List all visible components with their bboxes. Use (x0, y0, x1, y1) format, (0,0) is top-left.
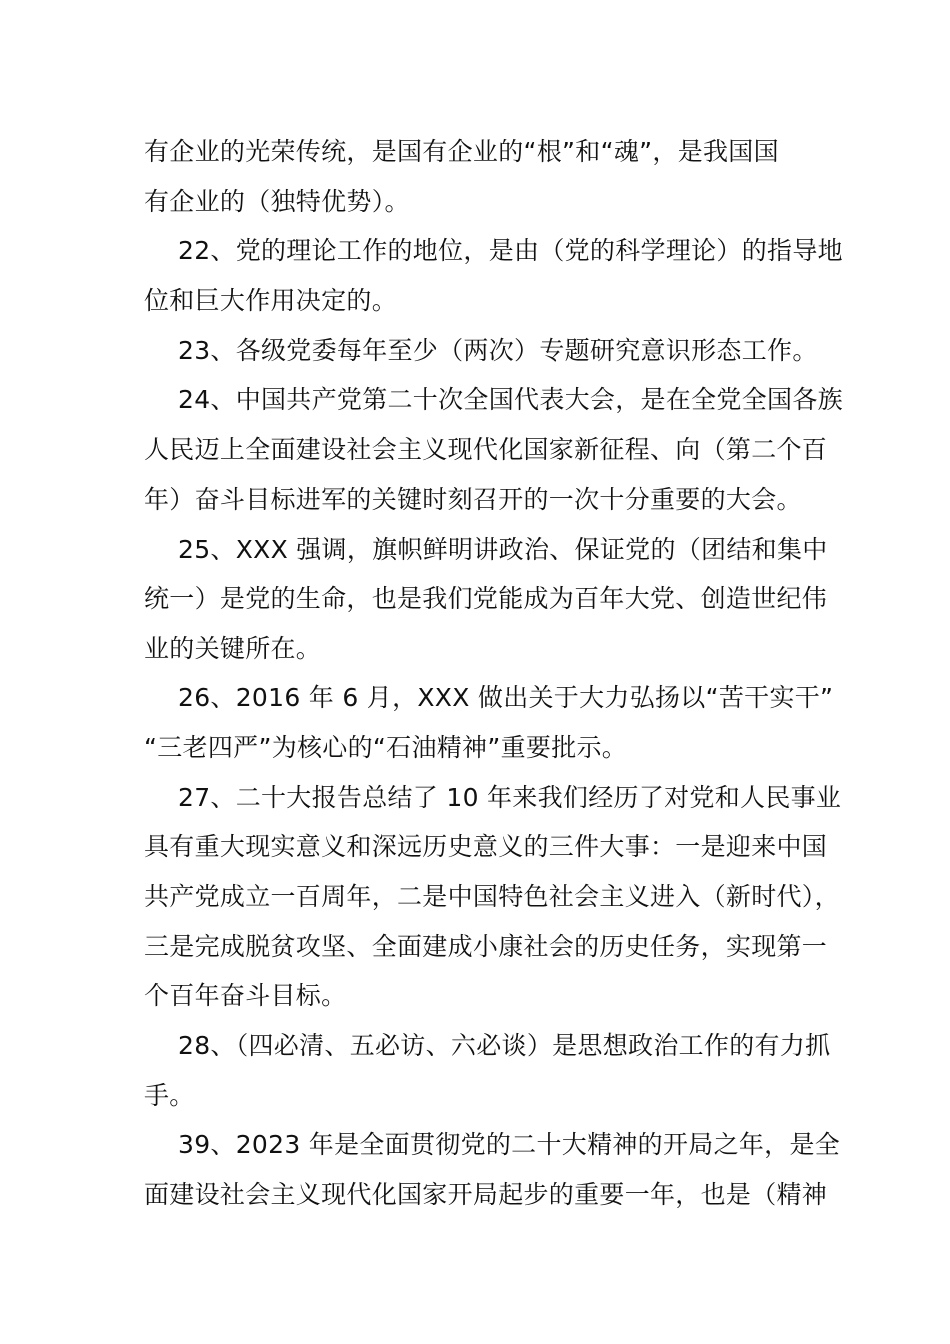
text-line-item-25: 25、XXX 强调，旗帜鲜明讲政治、保证党的（团结和集中 (178, 535, 828, 564)
text-line: 业的关键所在。 (144, 634, 322, 663)
text-line-item-24: 24、中国共产党第二十次全国代表大会，是在全党全国各族 (178, 385, 843, 414)
text-line-item-39: 39、2023 年是全面贯彻党的二十大精神的开局之年，是全 (178, 1130, 841, 1159)
text-line: “三老四严”为核心的“石油精神”重要批示。 (144, 733, 628, 762)
text-line: 有企业的光荣传统，是国有企业的“根”和“魂”，是我国国 (144, 137, 779, 166)
text-line: 三是完成脱贫攻坚、全面建成小康社会的历史任务，实现第一 (144, 932, 828, 961)
text-line-item-27: 27、二十大报告总结了 10 年来我们经历了对党和人民事业 (178, 783, 842, 812)
text-line: 手。 (144, 1081, 195, 1110)
text-line: 位和巨大作用决定的。 (144, 286, 398, 315)
text-line: 有企业的（独特优势）。 (144, 187, 410, 216)
text-line-item-22: 22、党的理论工作的地位，是由（党的科学理论）的指导地 (178, 236, 843, 265)
text-line: 统一）是党的生命，也是我们党能成为百年大党、创造世纪伟 (144, 584, 828, 613)
text-line: 个百年奋斗目标。 (144, 981, 347, 1010)
text-line-item-26: 26、2016 年 6 月，XXX 做出关于大力弘扬以“苦干实干” (178, 683, 834, 712)
text-line-item-28: 28、（四必清、五必访、六必谈）是思想政治工作的有力抓 (178, 1031, 831, 1060)
text-line: 年）奋斗目标进军的关键时刻召开的一次十分重要的大会。 (144, 485, 802, 514)
text-line: 具有重大现实意义和深远历史意义的三件大事：一是迎来中国 (144, 832, 828, 861)
text-line: 人民迈上全面建设社会主义现代化国家新征程、向（第二个百 (144, 435, 828, 464)
text-line-item-23: 23、各级党委每年至少（两次）专题研究意识形态工作。 (178, 336, 818, 365)
text-line: 面建设社会主义现代化国家开局起步的重要一年，也是（精神 (144, 1180, 828, 1209)
text-line: 共产党成立一百周年，二是中国特色社会主义进入（新时代）， (144, 882, 840, 911)
